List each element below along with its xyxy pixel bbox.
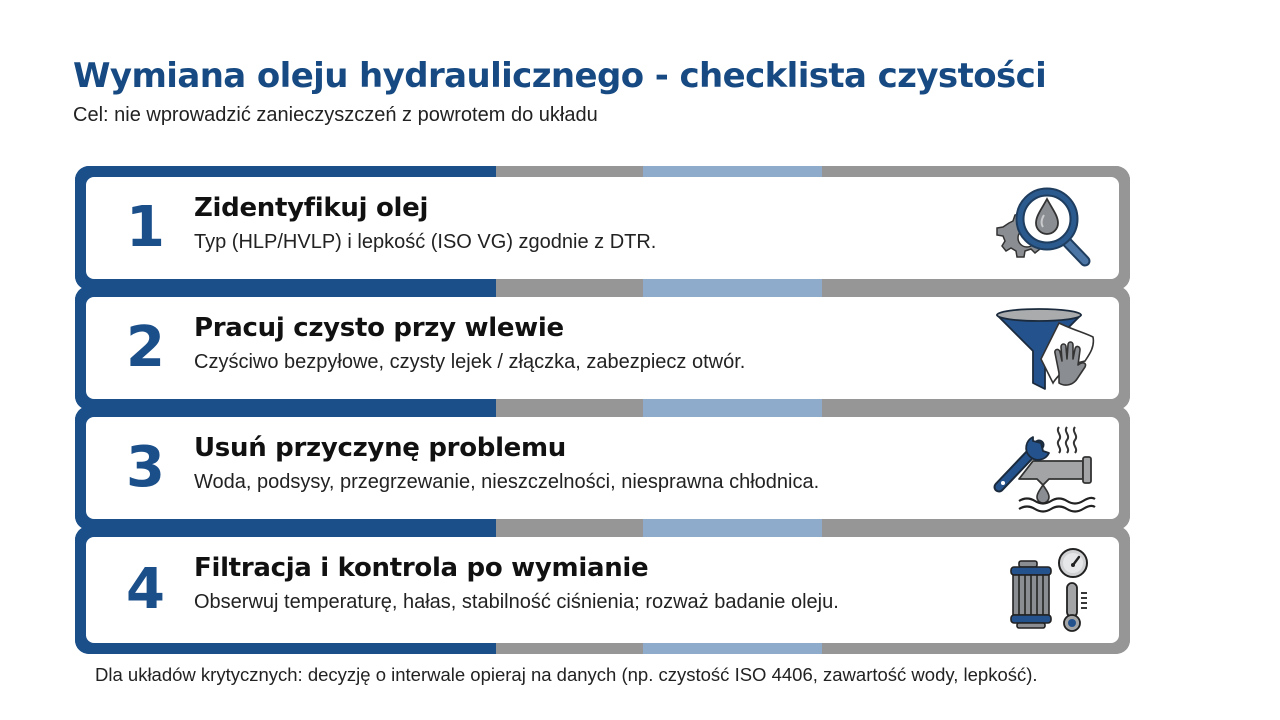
checklist-step-1 [75, 166, 1130, 290]
step-number: 2 [126, 315, 165, 380]
card-body [86, 177, 1119, 279]
step-number: 3 [126, 435, 165, 500]
card-body [86, 537, 1119, 643]
step-description: Obserwuj temperaturę, hałas, stabilność ciśnienia; rozważ badanie oleju. [194, 591, 839, 613]
step-title: Usuń przyczynę problemu [194, 433, 567, 463]
step-number: 4 [126, 557, 165, 622]
page-subtitle: Cel: nie wprowadzić zanieczyszczeń z powrotem do układu [73, 104, 598, 126]
card-body [86, 297, 1119, 399]
magnifier-oil-drop-gear-icon [989, 183, 1099, 273]
filter-gauge-thermometer-icon [989, 545, 1099, 635]
funnel-cloth-hand-icon [989, 303, 1099, 393]
step-title: Zidentyfikuj olej [194, 193, 429, 223]
step-title: Filtracja i kontrola po wymianie [194, 553, 649, 583]
checklist-step-2 [75, 286, 1130, 410]
footer-note: Dla układów krytycznych: decyzję o interwale opieraj na danych (np. czystość ISO 4406, zawartość wody, lepkość). [95, 664, 1038, 685]
page-title: Wymiana oleju hydraulicznego - checklista czystości [73, 56, 1047, 96]
step-description: Woda, podsysy, przegrzewanie, nieszczelności, niesprawna chłodnica. [194, 471, 820, 493]
wrench-leaking-pipe-icon [989, 423, 1099, 513]
step-number: 1 [126, 195, 165, 260]
checklist-step-4 [75, 526, 1130, 654]
card-body [86, 417, 1119, 519]
step-description: Czyściwo bezpyłowe, czysty lejek / złączka, zabezpiecz otwór. [194, 351, 746, 373]
step-title: Pracuj czysto przy wlewie [194, 313, 564, 343]
step-description: Typ (HLP/HVLP) i lepkość (ISO VG) zgodnie z DTR. [194, 231, 657, 253]
checklist-step-3 [75, 406, 1130, 530]
